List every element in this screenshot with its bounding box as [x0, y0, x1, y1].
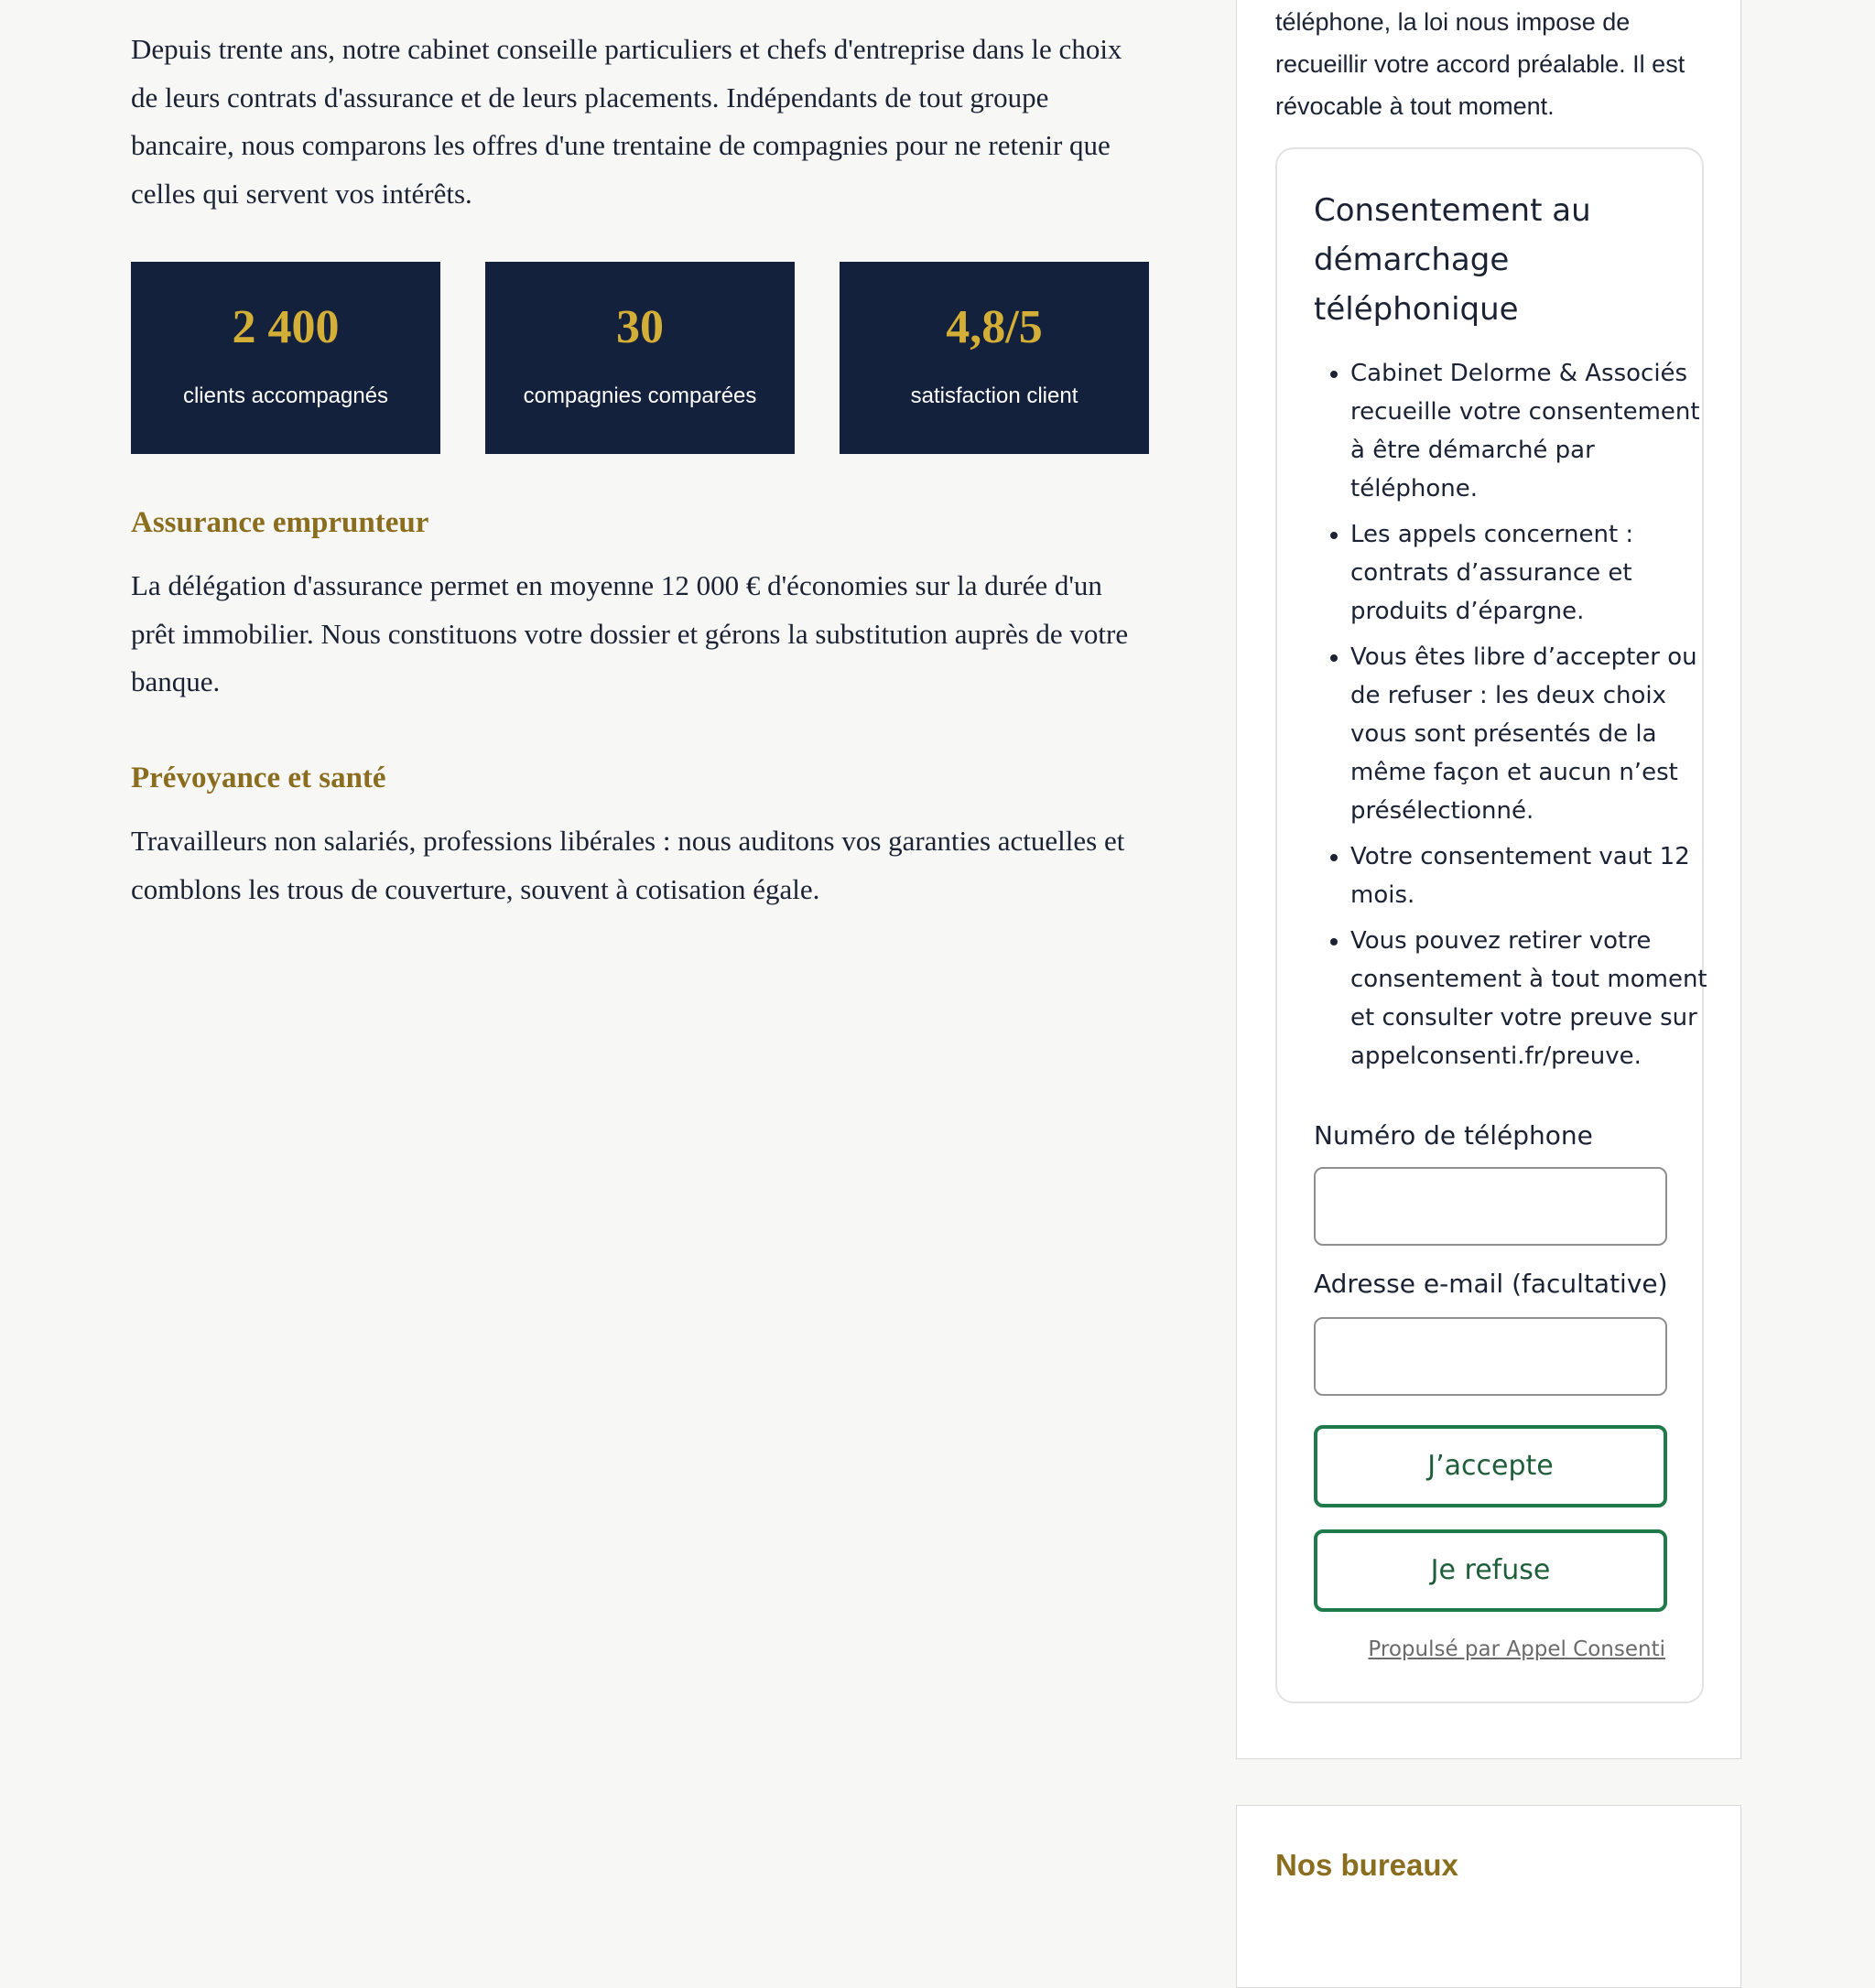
intro-paragraph: Depuis trente ans, notre cabinet conseille particuliers et chefs d'entreprise dans le choix de leurs contrats d'assurance et de leurs placements. Indépendants de tout groupe bancaire, nous comparons les offres d'une trentaine de compagnies pour ne retenir que celles qui servent vos intérêts.	[131, 33, 1122, 210]
stat-compagnies	[485, 262, 795, 454]
section-text-emprunteur: La délégation d'assurance permet en moyenne 12 000 € d'économies sur la durée d'un prêt immobilier. Nous constituons votre dossier et gérons la substitution auprès de votre banque.	[131, 569, 1129, 697]
stat-value: 2 400	[232, 301, 340, 353]
bureaux-title: Nos bureaux	[1275, 1848, 1458, 1882]
list-item: • Vous êtes libre d’accepter ou de refuser : les deux choix vous sont présentés de la même façon et aucun n’est présélectionné.	[1350, 638, 1707, 830]
stat-value: 30	[616, 301, 664, 353]
bureaux-card	[1236, 1805, 1741, 1988]
refuse-button[interactable]: Je refuse	[1314, 1529, 1667, 1612]
stat-value: 4,8/5	[946, 301, 1043, 353]
email-label: Adresse e-mail (facultative)	[1314, 1269, 1668, 1299]
list-item: • Vous pouvez retirer votre consentement à tout moment et consulter votre preuve sur appelconsenti.fr/preuve.	[1350, 922, 1707, 1075]
stat-label: compagnies comparées	[523, 384, 757, 408]
powered-by-link[interactable]: Propulsé par Appel Consenti	[1368, 1637, 1665, 1661]
stat-label: clients accompagnés	[182, 384, 389, 408]
sidebar-card	[1236, 0, 1741, 1759]
list-item: • Cabinet Delorme & Associés recueille votre consentement à être démarché par téléphone.	[1350, 354, 1707, 508]
list-item: • Votre consentement vaut 12 mois.	[1350, 837, 1707, 914]
consent-widget	[1275, 147, 1707, 1703]
accept-button[interactable]: J’accepte	[1314, 1425, 1667, 1507]
section-heading-prevoyance: Prévoyance et santé	[131, 762, 386, 794]
phone-label: Numéro de téléphone	[1314, 1120, 1593, 1151]
list-item: • Les appels concernent : contrats d’assurance et produits d’épargne.	[1350, 515, 1707, 631]
main-content	[131, 0, 1149, 905]
stats-row	[131, 262, 1149, 454]
phone-input[interactable]	[1314, 1167, 1667, 1246]
stat-label: satisfaction client	[910, 384, 1078, 408]
widget-title: Consentement au démarchage téléphonique	[1314, 192, 1591, 328]
stat-satisfaction	[840, 262, 1149, 454]
consent-info-list	[1314, 354, 1707, 1083]
section-heading-emprunteur: Assurance emprunteur	[131, 506, 429, 539]
email-input[interactable]	[1314, 1317, 1667, 1396]
stat-clients	[131, 262, 440, 454]
sidebar-intro-text: téléphone, la loi nous impose de recueillir votre accord préalable. Il est révocable à tout moment.	[1275, 8, 1685, 120]
section-text-prevoyance: Travailleurs non salariés, professions libérales : nous auditons vos garanties actuelles et comblons les trous de couverture, souvent à cotisation égale.	[131, 825, 1125, 905]
